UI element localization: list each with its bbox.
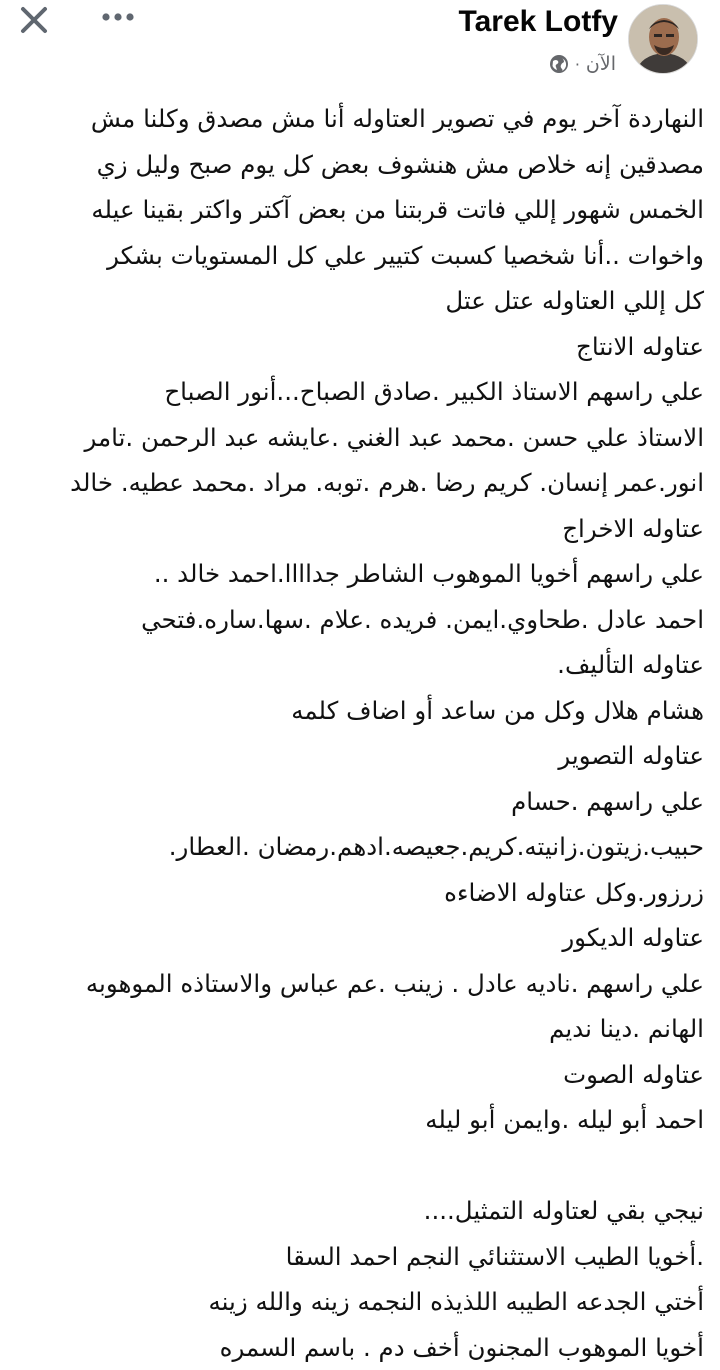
post-line [14, 1143, 704, 1189]
post-line: مصدقين إنه خلاص مش هنشوف بعض كل يوم صبح وليل زي [14, 142, 704, 188]
post-line: علي راسهم .حسام [14, 779, 704, 825]
post-line: علي راسهم أخويا الموهوب الشاطر جداااا.احمد خالد .. [14, 551, 704, 597]
post-line: كل إللي العتاوله عتل عتل [14, 278, 704, 324]
more-options-button[interactable] [96, 2, 140, 32]
post-line: أختي الجدعه الطيبه اللذيذه النجمه زينه والله زينه [14, 1279, 704, 1325]
post-line: عتاوله التأليف. [14, 642, 704, 688]
post-header [0, 0, 720, 84]
post-line: احمد عادل .طحاوي.ايمن. فريده .علام .سها.ساره.فتحي [14, 597, 704, 643]
close-icon [19, 5, 49, 35]
close-button[interactable] [14, 2, 54, 38]
post-line: زرزور.وكل عتاوله الاضاءه [14, 870, 704, 916]
post-line: عتاوله الانتاج [14, 324, 704, 370]
post-meta [549, 50, 616, 78]
post-line: انور.عمر إنسان. كريم رضا .هرم .توبه. مراد .محمد عطيه. خالد [14, 460, 704, 506]
post-line: عتاوله التصوير [14, 733, 704, 779]
post-line: هشام هلال وكل من ساعد أو اضاف كلمه [14, 688, 704, 734]
post-line: عتاوله الاخراج [14, 506, 704, 552]
post-line: احمد أبو ليله .وايمن أبو ليله [14, 1097, 704, 1143]
more-horizontal-icon [101, 12, 135, 22]
post-line: .أخويا الطيب الاستثنائي النجم احمد السقا [14, 1234, 704, 1280]
profile-photo [629, 5, 698, 74]
post-line: حبيب.زيتون.زانيته.كريم.جعيصه.ادهم.رمضان .العطار. [14, 824, 704, 870]
post-line: أخويا الموهوب المجنون أخف دم . باسم السمره [14, 1325, 704, 1370]
post-timestamp[interactable]: الآن [586, 53, 616, 75]
post-text [14, 96, 704, 1370]
post-line: نيجي بقي لعتاوله التمثيل.... [14, 1188, 704, 1234]
post-line: علي راسهم .ناديه عادل . زينب .عم عباس والاستاذه الموهوبه [14, 961, 704, 1007]
post-line: علي راسهم الاستاذ الكبير .صادق الصباح...أنور الصباح [14, 369, 704, 415]
meta-separator: · [575, 55, 580, 74]
post-line: الاستاذ علي حسن .محمد عبد الغني .عايشه عبد الرحمن .تامر [14, 415, 704, 461]
post-line: واخوات ..أنا شخصيا كسبت كتيير علي كل المستويات بشكر [14, 233, 704, 279]
globe-icon[interactable] [549, 54, 569, 74]
author-name[interactable]: Tarek Lotfy [459, 2, 618, 42]
post-line: عتاوله الصوت [14, 1052, 704, 1098]
author-avatar[interactable] [628, 4, 698, 74]
post-line: الهانم .دينا نديم [14, 1006, 704, 1052]
post-line: الخمس شهور إللي فاتت قربتنا من بعض آكتر واكتر بقينا عيله [14, 187, 704, 233]
post-line: النهاردة آخر يوم في تصوير العتاوله أنا مش مصدق وكلنا مش [14, 96, 704, 142]
post-line: عتاوله الديكور [14, 915, 704, 961]
